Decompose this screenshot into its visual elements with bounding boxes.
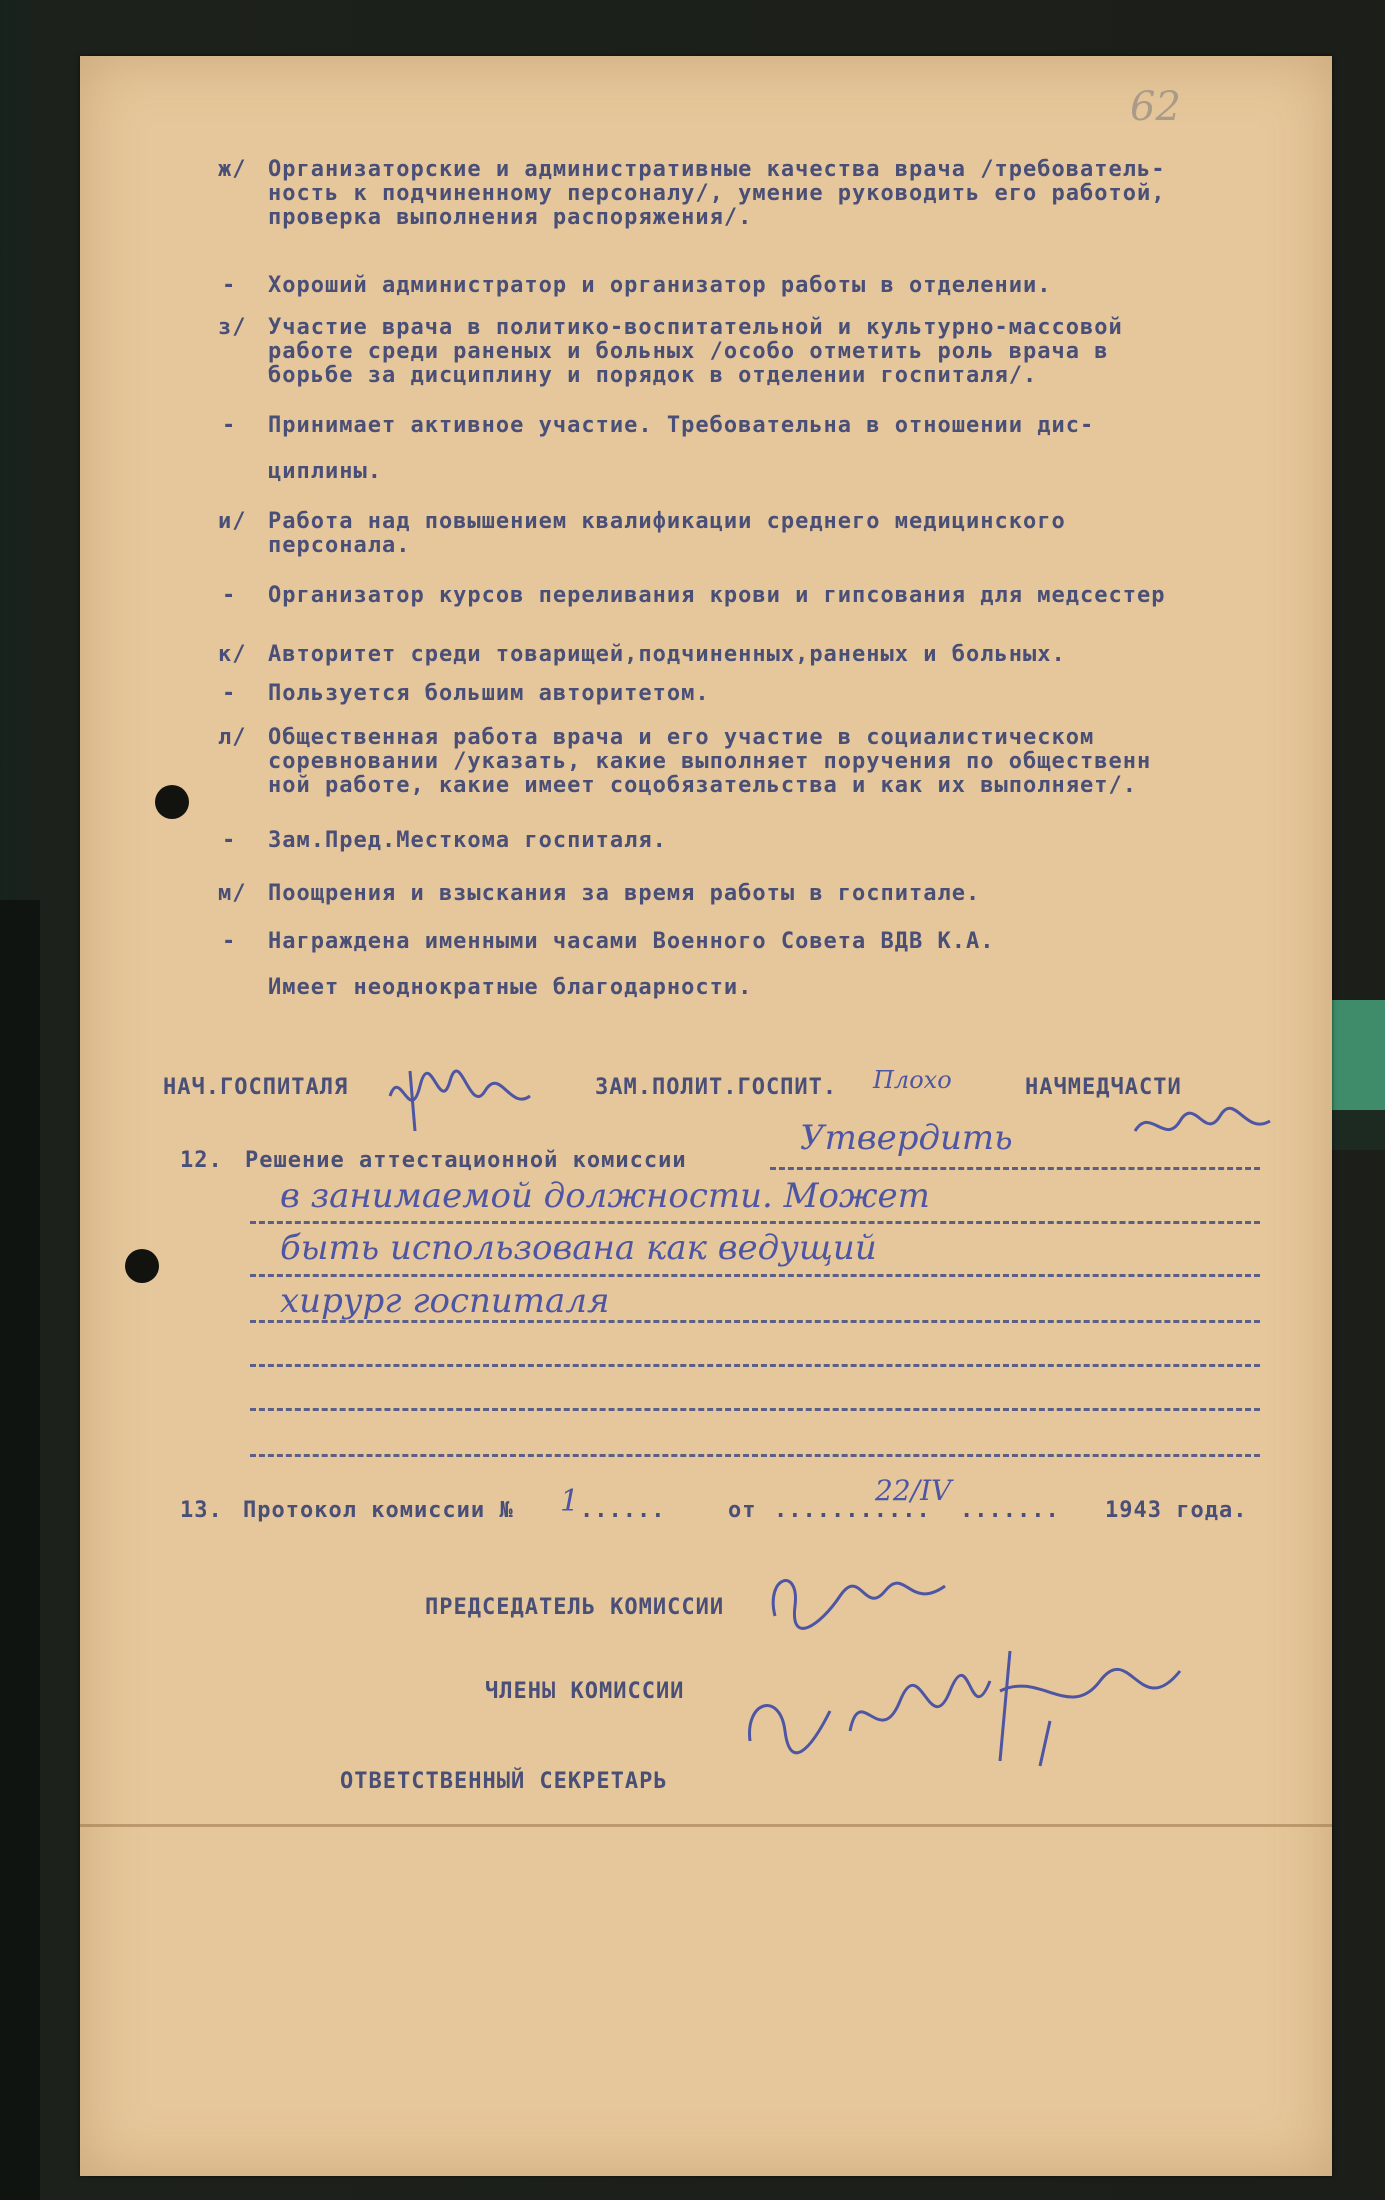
section-marker: - <box>222 681 237 706</box>
section-question-line: Работа над повышением квалификации среднего медицинского <box>268 509 1066 534</box>
protocol-dots: ....... <box>960 1498 1060 1523</box>
medical-head-label: НАЧМЕДЧАСТИ <box>1025 1075 1182 1100</box>
dashed-line <box>250 1364 1260 1367</box>
section-response-line: Имеет неоднократные благодарности. <box>268 975 753 1000</box>
commission-secretary-label: ОТВЕТСТВЕННЫЙ СЕКРЕТАРЬ <box>340 1769 668 1794</box>
tab-shadow <box>1330 1110 1385 1150</box>
protocol-number: 13. <box>180 1498 223 1523</box>
dashed-line <box>770 1167 1260 1170</box>
medical-head-signature <box>1130 1101 1280 1151</box>
deputy-political-label: ЗАМ.ПОЛИТ.ГОСПИТ. <box>595 1075 838 1100</box>
paper-fold <box>80 1824 1332 1827</box>
document-page <box>80 56 1332 2176</box>
dashed-line <box>250 1221 1260 1224</box>
protocol-from-label: от <box>728 1498 757 1523</box>
section-question-line: Авторитет среди товарищей,подчиненных,раненых и больных. <box>268 642 1066 667</box>
protocol-year: 1943 года. <box>1105 1498 1248 1523</box>
dashed-line <box>250 1274 1260 1277</box>
members-signatures <box>740 1631 1220 1771</box>
decision-label: Решение аттестационной комиссии <box>245 1148 687 1173</box>
dashed-line <box>250 1454 1260 1457</box>
section-marker: ж/ <box>218 157 247 182</box>
chairman-signature <box>760 1556 960 1636</box>
section-marker: з/ <box>218 315 247 340</box>
section-question-line: Поощрения и взыскания за время работы в госпитале. <box>268 881 981 906</box>
section-response-line: Принимает активное участие. Требовательна в отношении дис- <box>268 413 1095 438</box>
commission-members-label: ЧЛЕНЫ КОМИССИИ <box>485 1679 685 1704</box>
punch-hole <box>125 1249 159 1283</box>
section-response-line: Награждена именными часами Военного Совета ВДВ К.А. <box>268 929 995 954</box>
hospital-head-signature <box>380 1056 540 1136</box>
protocol-dots: ...... <box>580 1498 666 1523</box>
section-question-line: проверка выполнения распоряжения/. <box>268 205 753 230</box>
punch-hole <box>155 785 189 819</box>
dashed-line <box>250 1408 1260 1411</box>
color-tab <box>1330 1000 1385 1110</box>
section-marker: и/ <box>218 509 247 534</box>
decision-handwriting-line: быть использована как ведущий <box>280 1228 877 1268</box>
section-question-line: соревновании /указать, какие выполняет поручения по общественн <box>268 749 1152 774</box>
protocol-dots: ........... <box>774 1498 931 1523</box>
section-marker: - <box>222 273 237 298</box>
section-response-line: Зам.Пред.Месткома госпиталя. <box>268 828 667 853</box>
protocol-handwritten-date: 22/IV <box>875 1474 952 1507</box>
section-marker: - <box>222 583 237 608</box>
deputy-political-handwriting: Плохо <box>873 1066 952 1094</box>
protocol-handwritten-number: 1 <box>560 1484 580 1519</box>
section-response-line: Пользуется большим авторитетом. <box>268 681 710 706</box>
binder-spine <box>0 900 40 2200</box>
section-question-line: Общественная работа врача и его участие в социалистическом <box>268 725 1095 750</box>
section-marker: к/ <box>218 642 247 667</box>
section-question-line: работе среди раненых и больных /особо отметить роль врача в <box>268 339 1109 364</box>
hospital-head-label: НАЧ.ГОСПИТАЛЯ <box>163 1075 349 1100</box>
section-question-line: персонала. <box>268 533 411 558</box>
section-question-line: ность к подчиненному персоналу/, умение руководить его работой, <box>268 181 1166 206</box>
section-question-line: Участие врача в политико-воспитательной и культурно-массовой <box>268 315 1123 340</box>
section-response-line: Хороший администратор и организатор работы в отделении. <box>268 273 1052 298</box>
decision-handwriting-line: Утвердить <box>800 1118 1013 1158</box>
protocol-label: Протокол комиссии № <box>243 1498 514 1523</box>
decision-number: 12. <box>180 1148 223 1173</box>
section-marker: - <box>222 929 237 954</box>
commission-chairman-label: ПРЕДСЕДАТЕЛЬ КОМИССИИ <box>425 1595 725 1620</box>
section-marker: - <box>222 413 237 438</box>
section-question-line: Организаторские и административные качества врача /требователь- <box>268 157 1166 182</box>
section-response-line: циплины. <box>268 459 382 484</box>
decision-handwriting-line: хирург госпиталя <box>280 1281 610 1321</box>
section-question-line: ной работе, какие имеет соцобязательства и как их выполняет/. <box>268 773 1137 798</box>
section-question-line: борьбе за дисциплину и порядок в отделении госпиталя/. <box>268 363 1038 388</box>
section-marker: л/ <box>218 725 247 750</box>
section-marker: м/ <box>218 881 247 906</box>
decision-handwriting-line: в занимаемой должности. Может <box>280 1176 930 1216</box>
dashed-line <box>250 1320 1260 1323</box>
page-number: 62 <box>1130 84 1181 130</box>
section-response-line: Организатор курсов переливания крови и гипсования для медсестер <box>268 583 1166 608</box>
section-marker: - <box>222 828 237 853</box>
